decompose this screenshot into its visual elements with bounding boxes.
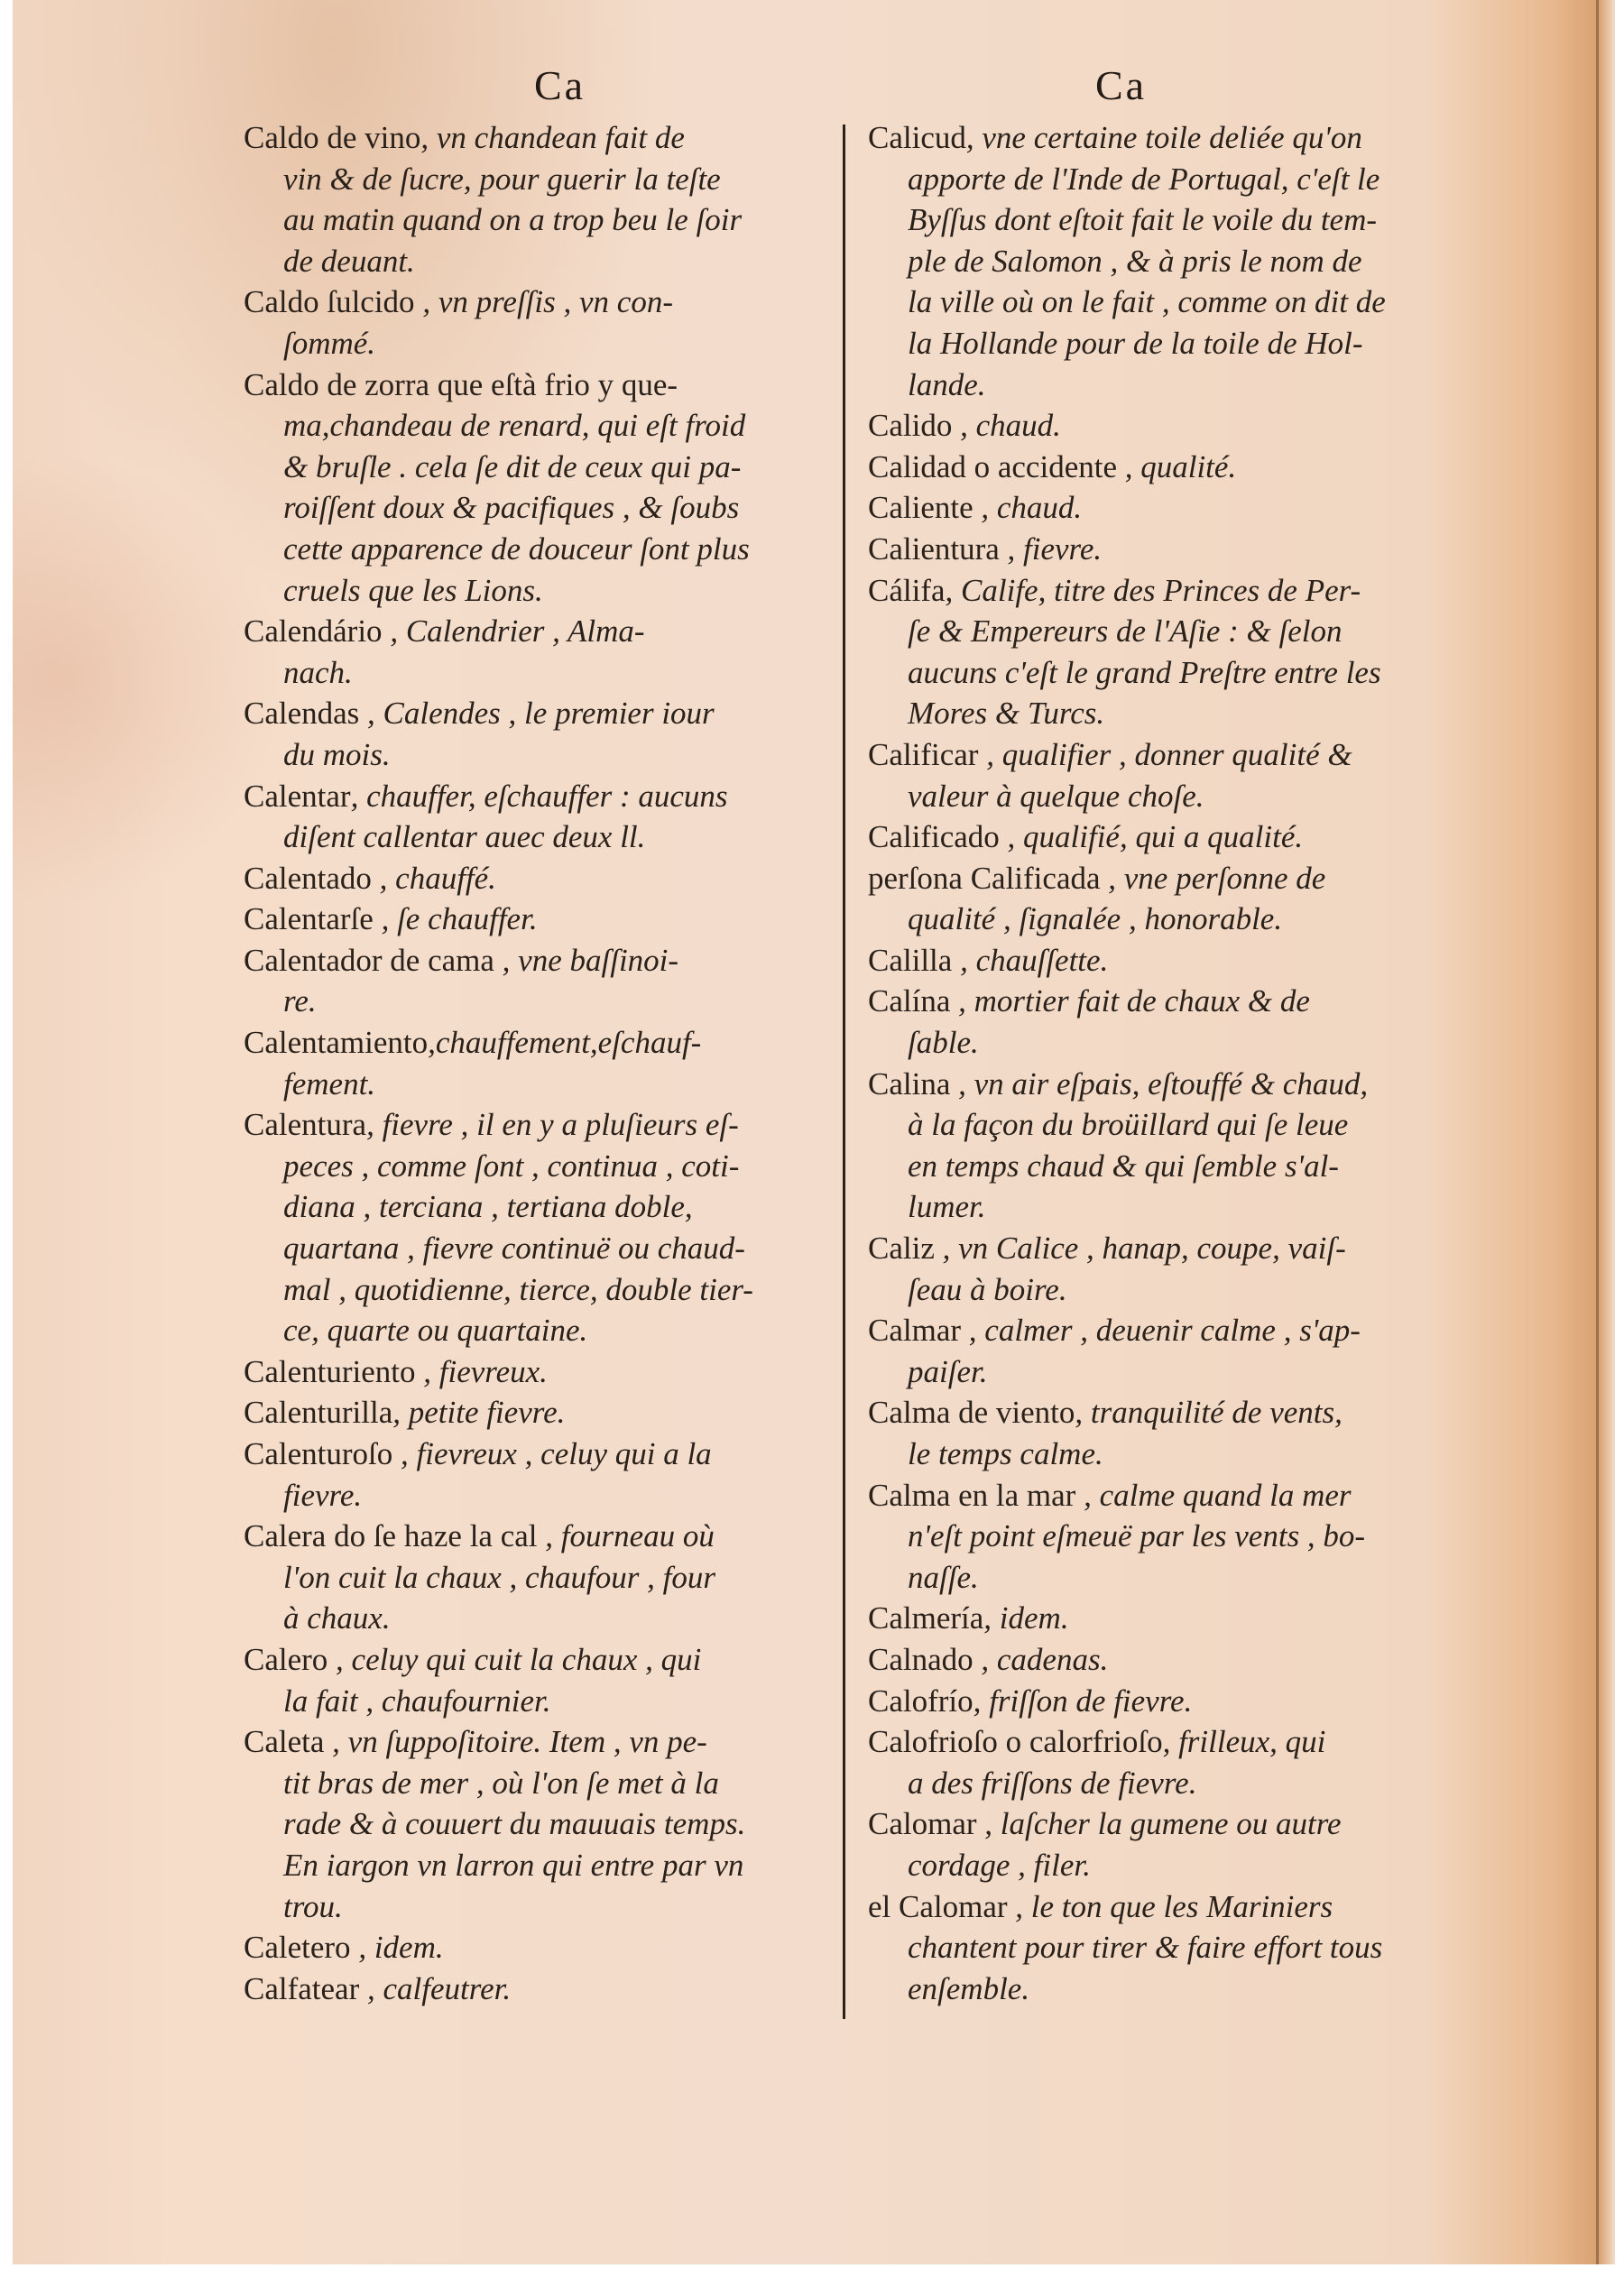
entry-first-line bbox=[868, 405, 1469, 447]
translation: , vn chandean fait de bbox=[420, 120, 685, 155]
translation: , chauffé. bbox=[371, 860, 496, 896]
running-head-right: Ca bbox=[1095, 62, 1148, 108]
dictionary-entry bbox=[868, 1803, 1469, 1885]
entry-first-line bbox=[244, 1721, 844, 1763]
headword: Calnado bbox=[868, 1641, 973, 1677]
dictionary-entry bbox=[868, 1598, 1469, 1639]
entry-continuation-line: n'eſt point eſmeuë par les vents , bo- bbox=[908, 1518, 1366, 1554]
entry-continuation-line: ſommé. bbox=[283, 325, 376, 361]
translation: , idem. bbox=[983, 1600, 1069, 1636]
translation: , calfeutrer. bbox=[359, 1970, 512, 2006]
entry-continuation-line: diana , terciana , tertiana doble, bbox=[283, 1189, 693, 1225]
entry-first-line bbox=[244, 1433, 844, 1475]
entry-continuation-line: la fait , chaufournier. bbox=[283, 1682, 551, 1719]
dictionary-entry bbox=[244, 1721, 844, 1927]
translation: , chauffer, eſchauffer : aucuns bbox=[350, 778, 728, 814]
entry-first-line bbox=[244, 1968, 844, 2010]
translation: , fievreux , celuy qui a la bbox=[392, 1436, 712, 1471]
headword: Calina bbox=[868, 1065, 951, 1102]
dictionary-entry bbox=[244, 858, 844, 899]
entry-first-line bbox=[868, 858, 1469, 899]
entry-first-line bbox=[868, 447, 1469, 488]
entry-first-line bbox=[244, 940, 844, 982]
dictionary-entry bbox=[868, 1475, 1469, 1599]
headword: Calero bbox=[244, 1641, 328, 1677]
entry-continuation-line: aucuns c'eſt le grand Preſtre entre les bbox=[908, 654, 1381, 690]
dictionary-entry bbox=[244, 1927, 844, 1968]
entry-continuation-line: ce, quarte ou quartaine. bbox=[283, 1313, 588, 1349]
entry-continuation-line: diſent callentar auec deux ll. bbox=[283, 819, 646, 855]
dictionary-entry bbox=[244, 281, 844, 364]
dictionary-entry bbox=[868, 858, 1469, 940]
dictionary-entry bbox=[868, 117, 1469, 405]
entry-continuation-line: apporte de l'Inde de Portugal, c'eſt le bbox=[908, 161, 1380, 197]
entry-first-line bbox=[868, 1639, 1469, 1681]
entry-first-line bbox=[244, 776, 844, 817]
headword: Calentado bbox=[244, 860, 372, 896]
dictionary-entry bbox=[868, 1228, 1469, 1310]
translation: , fourneau où bbox=[537, 1518, 715, 1554]
running-head-left: Ca bbox=[534, 62, 586, 108]
headword: Calma de viento bbox=[868, 1395, 1075, 1431]
headword: Calenturilla bbox=[244, 1395, 393, 1431]
entry-continuation-line: nach. bbox=[283, 654, 353, 690]
entry-continuation-line: au matin quand on a trop beu le ſoir bbox=[283, 202, 743, 238]
dictionary-entry bbox=[868, 405, 1469, 447]
dictionary-entry bbox=[868, 1721, 1469, 1803]
dictionary-entry bbox=[244, 1351, 844, 1393]
translation: , Calendes , le premier iour bbox=[359, 696, 715, 732]
translation: , chauſſette. bbox=[952, 942, 1109, 978]
dictionary-entry bbox=[868, 981, 1469, 1063]
dictionary-entry bbox=[868, 1639, 1469, 1681]
translation: , vn preſſis , vn con- bbox=[414, 284, 673, 320]
entry-continuation-line: cordage , filer. bbox=[908, 1847, 1091, 1883]
left-column bbox=[244, 117, 844, 2009]
headword: Caldo ſulcido bbox=[244, 284, 415, 320]
headword: Calidad o accidente bbox=[868, 448, 1117, 484]
entry-continuation-line: de deuant. bbox=[283, 243, 415, 279]
entry-first-line bbox=[868, 1228, 1469, 1269]
translation: , Calendrier , Alma- bbox=[382, 613, 645, 650]
entry-first-line bbox=[244, 117, 844, 159]
entry-continuation-line: à la façon du broüillard qui ſe leue bbox=[908, 1107, 1349, 1143]
dictionary-entry bbox=[868, 940, 1469, 982]
dictionary-entry bbox=[868, 734, 1469, 816]
translation: , ſe chauffer. bbox=[373, 901, 538, 937]
entry-continuation-line: lande. bbox=[908, 366, 986, 402]
entry-continuation-line: qualité , ſignalée , honorable. bbox=[908, 901, 1283, 937]
dictionary-entry bbox=[868, 1310, 1469, 1392]
entry-first-line bbox=[868, 529, 1469, 570]
entry-first-line bbox=[244, 858, 844, 899]
entry-continuation-line: mal , quotidienne, tierce, double tier- bbox=[283, 1271, 753, 1307]
headword: Caliente bbox=[868, 490, 973, 526]
dictionary-entry bbox=[244, 1104, 844, 1351]
translation: , fievreux. bbox=[415, 1353, 548, 1389]
entry-first-line bbox=[868, 117, 1469, 159]
entry-first-line bbox=[868, 1886, 1469, 1928]
headword: Calilla bbox=[868, 942, 953, 978]
entry-continuation-line: ſe & Empereurs de l'Aſie : & ſelon bbox=[908, 613, 1343, 650]
headword: Calma en la mar bbox=[868, 1477, 1076, 1513]
entry-continuation-line: quartana , fievre continuë ou chaud- bbox=[283, 1231, 745, 1267]
translation: , idem. bbox=[350, 1930, 444, 1966]
entry-first-line bbox=[244, 1104, 844, 1146]
entry-continuation-line: cette apparence de douceur ſont plus bbox=[283, 530, 750, 567]
entry-first-line bbox=[244, 693, 844, 734]
headword: Calmar bbox=[868, 1313, 962, 1349]
entry-continuation-line: chantent pour tirer & faire effort tous bbox=[908, 1930, 1383, 1966]
headword: Calicud bbox=[868, 120, 966, 155]
headword: Calentura bbox=[244, 1107, 367, 1143]
headword: Calfatear bbox=[244, 1970, 360, 2006]
headword: el Calomar bbox=[868, 1888, 1008, 1924]
headword: Calomar bbox=[868, 1806, 977, 1842]
entry-continuation-line: rade & à couuert du mauuais temps. bbox=[283, 1806, 746, 1842]
translation: , vne certaine toile deliée qu'on bbox=[965, 120, 1362, 155]
entry-continuation-line: ſable. bbox=[908, 1025, 979, 1061]
entry-first-line bbox=[868, 570, 1469, 612]
dictionary-entry bbox=[868, 570, 1469, 734]
translation: , vn ſuppoſitoire. Item , vn pe- bbox=[324, 1724, 707, 1760]
translation: , laſcher la gumene ou autre bbox=[976, 1806, 1342, 1842]
translation: , mortier fait de chaux & de bbox=[950, 983, 1310, 1019]
dictionary-entry bbox=[868, 1681, 1469, 1722]
entry-continuation-line: trou. bbox=[283, 1888, 343, 1924]
dictionary-entry bbox=[868, 1392, 1469, 1474]
entry-continuation-line: du mois. bbox=[283, 736, 391, 772]
entry-continuation-line: l'on cuit la chaux , chaufour , four bbox=[283, 1559, 715, 1595]
dictionary-entry bbox=[244, 693, 844, 775]
translation: , vn Calice , hanap, coupe, vaiſ- bbox=[934, 1231, 1346, 1267]
translation: , qualifier , donner qualité & bbox=[978, 736, 1352, 772]
headword: Calentarſe bbox=[244, 901, 374, 937]
headword: Calofrío bbox=[868, 1682, 973, 1719]
entry-first-line bbox=[244, 1927, 844, 1968]
dictionary-entry bbox=[244, 940, 844, 1022]
translation: , fievre , il en y a pluſieurs eſ- bbox=[366, 1107, 739, 1143]
entry-first-line bbox=[868, 1310, 1469, 1351]
entry-first-line bbox=[244, 1022, 844, 1064]
entry-first-line bbox=[244, 611, 844, 652]
headword: perſona Calificada bbox=[868, 860, 1101, 896]
translation: , cadenas. bbox=[973, 1641, 1109, 1677]
entry-first-line bbox=[244, 1392, 844, 1433]
entry-first-line: Caldo de zorra que eſtà frio y que- bbox=[244, 366, 678, 402]
headword: Calientura bbox=[868, 530, 1000, 567]
dictionary-entry bbox=[868, 487, 1469, 529]
entry-continuation-line: en temps chaud & qui ſemble s'al- bbox=[908, 1148, 1339, 1184]
translation: , frilleux, qui bbox=[1162, 1724, 1326, 1760]
entry-continuation-line: le temps calme. bbox=[908, 1436, 1103, 1471]
headword: Calentamiento bbox=[244, 1025, 429, 1061]
entry-continuation-line: ple de Salomon , & à pris le nom de bbox=[908, 243, 1362, 279]
entry-continuation-line: cruels que les Lions. bbox=[283, 572, 543, 608]
headword: Calificado bbox=[868, 819, 1000, 855]
entry-continuation-line: En iargon vn larron qui entre par vn bbox=[283, 1847, 744, 1883]
right-column bbox=[868, 117, 1469, 2009]
translation: ,chauffement,eſchauf- bbox=[428, 1025, 702, 1061]
translation: , qualité. bbox=[1116, 448, 1237, 484]
translation: , tranquilité de vents, bbox=[1075, 1395, 1343, 1431]
dictionary-entry bbox=[244, 611, 844, 693]
entry-first-line bbox=[868, 940, 1469, 982]
translation: , chaud. bbox=[952, 408, 1061, 444]
entry-first-line bbox=[868, 1475, 1469, 1516]
headword: Calificar bbox=[868, 736, 979, 772]
entry-continuation-line: ma,chandeau de renard, qui eſt froid bbox=[283, 408, 746, 444]
entry-first-line bbox=[868, 1064, 1469, 1105]
entry-continuation-line: ſeau à boire. bbox=[908, 1271, 1067, 1307]
entry-continuation-line: lumer. bbox=[908, 1189, 986, 1225]
entry-continuation-line: la ville où on le fait , comme on dit de bbox=[908, 284, 1386, 320]
entry-continuation-line: fievre. bbox=[283, 1477, 363, 1513]
translation: , qualifié, qui a qualité. bbox=[999, 819, 1304, 855]
entry-continuation-line: re. bbox=[283, 983, 317, 1019]
headword: Calera do ſe haze la cal bbox=[244, 1518, 538, 1554]
entry-first-line bbox=[868, 816, 1469, 858]
entry-first-line bbox=[244, 1516, 844, 1557]
column-rule bbox=[843, 124, 845, 2019]
entry-continuation-line: paiſer. bbox=[908, 1353, 988, 1389]
entry-first-line bbox=[244, 1639, 844, 1681]
translation: , Calife, titre des Princes de Per- bbox=[945, 572, 1361, 608]
entry-continuation-line: valeur à quelque choſe. bbox=[908, 778, 1204, 814]
dictionary-entry bbox=[244, 1639, 844, 1721]
translation: , calmer , deuenir calme , s'ap- bbox=[961, 1313, 1361, 1349]
dictionary-entry bbox=[868, 447, 1469, 488]
entry-continuation-line: tit bras de mer , où l'on ſe met à la bbox=[283, 1765, 719, 1801]
dictionary-entry bbox=[868, 1886, 1469, 2010]
entry-first-line bbox=[868, 1721, 1469, 1763]
entry-continuation-line: a des friſſons de fievre. bbox=[908, 1765, 1197, 1801]
headword: Caletero bbox=[244, 1930, 351, 1966]
translation: , calme quand la mer bbox=[1075, 1477, 1352, 1513]
translation: , vne perſonne de bbox=[1100, 860, 1326, 896]
entry-continuation-line: Mores & Turcs. bbox=[908, 696, 1105, 732]
translation: , chaud. bbox=[973, 490, 1083, 526]
dictionary-entry bbox=[244, 899, 844, 940]
dictionary-entry bbox=[244, 1022, 844, 1104]
headword: Calendas bbox=[244, 696, 360, 732]
entry-continuation-line: naſſe. bbox=[908, 1559, 979, 1595]
headword: Calendário bbox=[244, 613, 383, 650]
headword: Caldo de vino bbox=[244, 120, 421, 155]
dictionary-entry bbox=[244, 364, 844, 612]
entry-first-line bbox=[868, 1681, 1469, 1722]
dictionary-entry bbox=[868, 1064, 1469, 1228]
headword: Calenturoſo bbox=[244, 1436, 393, 1471]
headword: Cálifa bbox=[868, 572, 946, 608]
translation: , vne baſſinoi- bbox=[494, 942, 679, 978]
translation: , le ton que les Mariniers bbox=[1007, 1888, 1333, 1924]
entry-continuation-line: & bruſle . cela ſe dit de ceux qui pa- bbox=[283, 448, 742, 484]
entry-continuation-line: à chaux. bbox=[283, 1600, 391, 1636]
dictionary-entry bbox=[244, 1433, 844, 1516]
entry-first-line bbox=[868, 981, 1469, 1022]
entry-continuation-line: peces , comme ſont , continua , coti- bbox=[283, 1148, 740, 1184]
entry-continuation-line: enſemble. bbox=[908, 1970, 1030, 2006]
dictionary-entry bbox=[244, 117, 844, 281]
dictionary-entry bbox=[244, 776, 844, 858]
entry-first-line bbox=[868, 1392, 1469, 1433]
translation: , celuy qui cuit la chaux , qui bbox=[328, 1641, 702, 1677]
translation: , petite fievre. bbox=[392, 1395, 566, 1431]
entry-continuation-line: vin & de ſucre, pour guerir la teſte bbox=[283, 161, 721, 197]
translation: , friſſon de fievre. bbox=[973, 1682, 1193, 1719]
dictionary-entry bbox=[244, 1392, 844, 1433]
headword: Caliz bbox=[868, 1231, 935, 1267]
entry-continuation-line: la Hollande pour de la toile de Hol- bbox=[908, 325, 1363, 361]
entry-first-line bbox=[868, 487, 1469, 529]
translation: , fievre. bbox=[999, 530, 1103, 567]
headword: Calentador de cama bbox=[244, 942, 494, 978]
entry-first-line bbox=[868, 734, 1469, 776]
headword: Calentar bbox=[244, 778, 351, 814]
dictionary-entry bbox=[244, 1968, 844, 2010]
headword: Caleta bbox=[244, 1724, 325, 1760]
page-edge bbox=[1596, 0, 1599, 2264]
entry-first-line bbox=[244, 281, 844, 323]
translation: , vn air eſpais, eſtouffé & chaud, bbox=[950, 1065, 1369, 1102]
entry-continuation-line: fement. bbox=[283, 1065, 376, 1102]
headword: Calido bbox=[868, 408, 953, 444]
headword: Calofrioſo o calorfrioſo bbox=[868, 1724, 1163, 1760]
entry-continuation-line: roiſſent doux & pacifiques , & ſoubs bbox=[283, 490, 740, 526]
dictionary-entry bbox=[868, 816, 1469, 858]
book-page bbox=[13, 0, 1615, 2264]
entry-first-line bbox=[868, 1598, 1469, 1639]
headword: Calína bbox=[868, 983, 951, 1019]
entry-continuation-line: Byſſus dont eſtoit fait le voile du tem- bbox=[908, 202, 1378, 238]
headword: Calenturiento bbox=[244, 1353, 416, 1389]
headword: Calmería bbox=[868, 1600, 984, 1636]
dictionary-entry bbox=[868, 529, 1469, 570]
dictionary-entry bbox=[244, 1516, 844, 1639]
entry-first-line bbox=[868, 1803, 1469, 1845]
entry-first-line bbox=[244, 899, 844, 940]
entry-first-line bbox=[244, 1351, 844, 1393]
